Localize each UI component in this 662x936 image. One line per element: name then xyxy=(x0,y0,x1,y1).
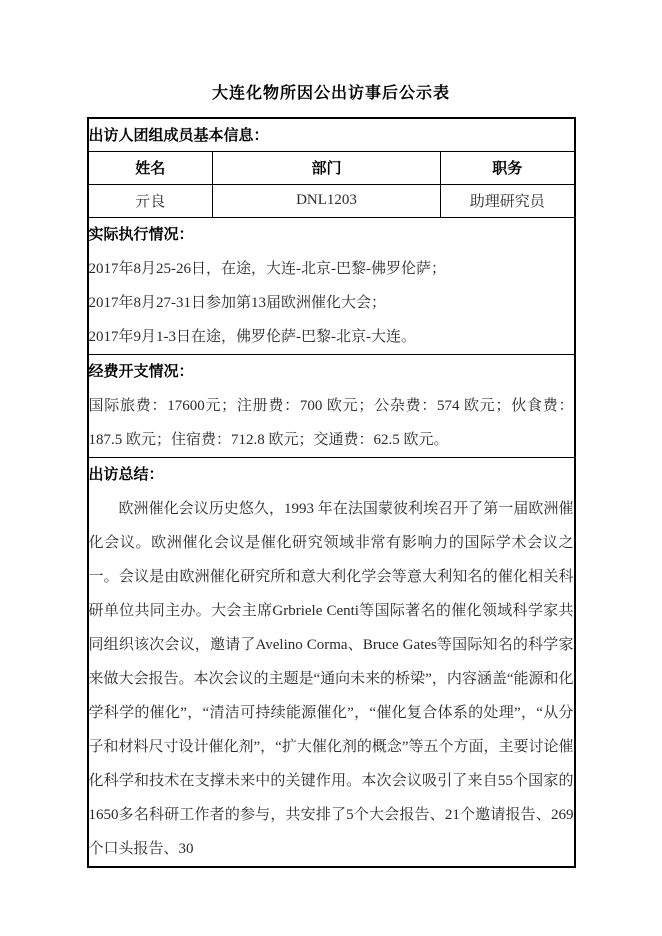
document-title: 大连化物所因公出访事后公示表 xyxy=(211,85,450,102)
execution-section-cell xyxy=(88,217,575,354)
summary-section-row xyxy=(88,457,575,867)
execution-line-1: 2017年8月25-26日，在途，大连-北京-巴黎-佛罗伦萨； xyxy=(88,260,446,277)
member-info-column-header-row xyxy=(88,151,575,184)
column-header-department: 部门 xyxy=(213,151,441,184)
member-name-cell: 亓良 xyxy=(88,184,213,217)
member-info-header-row xyxy=(88,118,575,151)
member-data-row xyxy=(88,184,575,217)
member-department-cell: DNL1203 xyxy=(213,184,441,217)
column-header-name: 姓名 xyxy=(88,151,213,184)
execution-section-label: 实际执行情况： xyxy=(88,226,194,243)
expenses-section-label: 经费开支情况： xyxy=(88,363,194,380)
summary-text: 欧洲催化会议历史悠久，1993 年在法国蒙彼利埃召开了第一届欧洲催化会议。欧洲催化会议是催化研究领域非常有影响力的国际学术会议之一。会议是由欧洲催化研究所和意大利化学会等意大利知名的催化相关科研单位共同主办。大会主席Grbriele Centi等国际著名的催化领域科学家共同组织该次会议，邀请了Avelino Corma、Bruce Gates等国际知名的科学家来做大会报告。本次会议的主题是“通向未来的桥梁”，内容涵盖“能源和化学科学的催化”，“清洁可持续能源催化”，“催化复合体系的处理”，“从分子和材料尺寸设计催化剂”，“扩大催化剂的概念”等五个方面，主要讨论催化科学和技术在支撑未来中的关键作用。本次会议吸引了来自55个国家的1650多名科研工作者的参与，共安排了5个大会报告、21个邀请报告、269个口头报告、30 xyxy=(88,500,574,857)
expenses-text: 国际旅费：17600元；注册费：700 欧元；公杂费：574 欧元；伙食费：187.5 欧元；住宿费：712.8 欧元；交通费：62.5 欧元。 xyxy=(88,397,574,448)
expenses-section-cell xyxy=(88,354,575,457)
column-header-position: 职务 xyxy=(441,151,575,184)
member-position-cell: 助理研究员 xyxy=(441,184,575,217)
execution-line-2: 2017年8月27-31日参加第13届欧洲催化大会； xyxy=(88,294,386,311)
expenses-section-row xyxy=(88,354,575,457)
summary-section-label: 出访总结： xyxy=(88,466,164,483)
disclosure-form-table xyxy=(87,117,576,868)
summary-section-cell xyxy=(88,457,575,867)
execution-line-3: 2017年9月1-3日在途，佛罗伦萨-巴黎-北京-大连。 xyxy=(88,328,416,345)
execution-section-row xyxy=(88,217,575,354)
member-info-section-label: 出访人团组成员基本信息： xyxy=(88,118,575,151)
